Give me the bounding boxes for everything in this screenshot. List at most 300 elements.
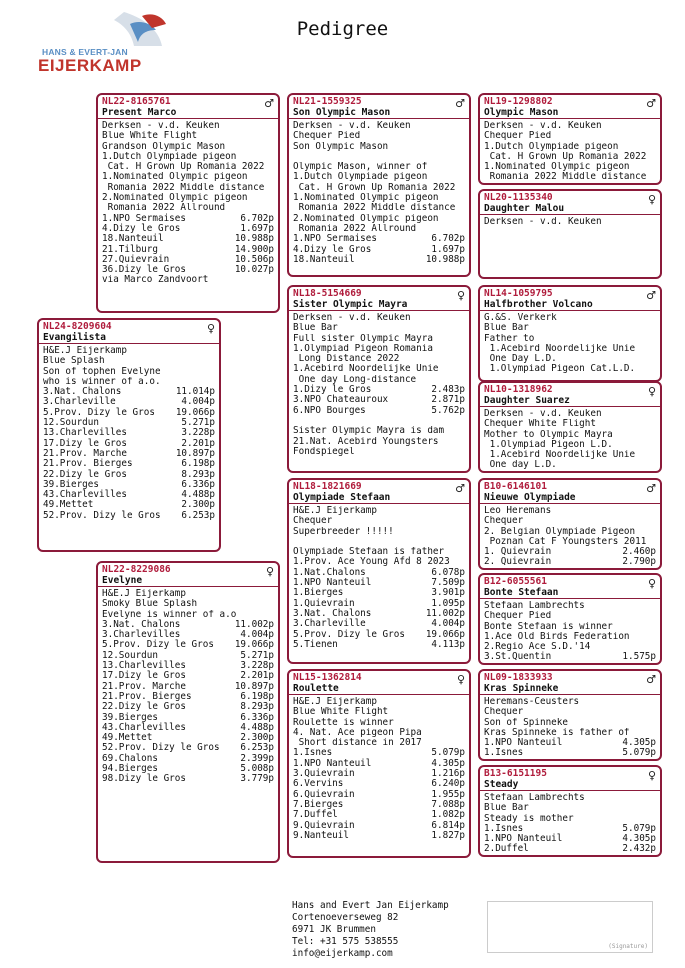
pigeon-card	[478, 381, 662, 473]
race-result: 3.Charlevilles	[102, 629, 181, 641]
pigeon-card	[478, 285, 662, 382]
info-line: Evelyne is winner of a.o	[102, 609, 237, 620]
result-points: 6.240p	[431, 778, 465, 790]
male-icon: ♂	[264, 97, 274, 110]
race-result: 12.Sourdun	[43, 417, 99, 429]
info-line: H&E.J Eijerkamp	[43, 346, 127, 356]
info-line: Poznan Cat F Youngsters 2011	[484, 536, 647, 547]
info-line: 2.Nominated Olympic pigeon	[102, 193, 248, 204]
info-line: Blue Bar	[293, 323, 338, 334]
result-points: 5.271p	[181, 417, 215, 429]
info-line: Blue White Flight	[293, 707, 389, 718]
info-line: Son of Spinneke	[484, 717, 568, 728]
info-line: 1.Ace Old Birds Federation	[484, 631, 630, 642]
info-line: 1.Olympiad Pigeon Romania	[293, 343, 433, 354]
info-line: 1.Dutch Olympiade pigeon	[484, 141, 619, 152]
ring-number: NL18-1821669	[293, 481, 362, 492]
race-result: 39.Bierges	[43, 478, 99, 490]
info-line: Cat. H Grown Up Romania 2022	[484, 151, 647, 162]
info-line: Blue Bar	[484, 323, 529, 334]
race-result: 3.Nat. Chalons	[43, 386, 122, 398]
pigeon-card	[37, 318, 221, 552]
info-line: Chequer Pied	[293, 131, 361, 142]
pigeon-card	[478, 573, 662, 665]
pigeon-logo-icon	[34, 10, 184, 50]
ring-number: NL10-1318962	[484, 384, 553, 395]
logo-line2: EIJERKAMP	[38, 56, 142, 75]
logo	[34, 10, 184, 80]
result-row	[484, 557, 656, 567]
info-line: 2.Regio Ace S.D.'14	[484, 642, 591, 653]
race-result: 18.Nanteuil	[293, 253, 355, 265]
race-result: 1.NPO Nanteuil	[293, 577, 372, 589]
result-points: 6.253p	[240, 742, 274, 754]
race-result: 1.NPO Sermaises	[102, 212, 186, 224]
card-header	[39, 320, 219, 344]
info-line: Derksen - v.d. Keuken	[484, 121, 602, 131]
result-points: 6.336p	[240, 711, 274, 723]
card-body	[289, 119, 469, 267]
result-row	[293, 406, 465, 416]
info-line: Olympic Mason, winner of	[293, 162, 428, 173]
race-result: 21.Prov. Bierges	[102, 690, 192, 702]
result-points: 6.198p	[240, 690, 274, 702]
race-result: 1.NPO Sermaises	[293, 233, 377, 245]
result-points: 2.460p	[622, 546, 656, 558]
info-line: Short distance in 2017	[293, 738, 422, 749]
pigeon-name: Halfbrother Volcano	[484, 299, 593, 310]
result-points: 7.509p	[431, 577, 465, 589]
result-points: 19.066p	[425, 628, 465, 640]
info-line: One day L.D.	[484, 460, 557, 471]
info-line: Son Olympic Mason	[293, 141, 389, 152]
result-points: 2.399p	[240, 752, 274, 764]
race-result: 3.Nat. Chalons	[102, 618, 181, 630]
result-points: 10.988p	[234, 233, 274, 245]
result-points: 1.575p	[622, 651, 656, 663]
info-line: Derksen - v.d. Keuken	[484, 409, 602, 419]
result-row	[484, 652, 656, 662]
pigeon-name: Present Marco	[102, 107, 177, 118]
race-result: 3.Nat. Chalons	[293, 607, 372, 619]
result-points: 1.082p	[431, 809, 465, 821]
info-line: Leo Heremans	[484, 506, 552, 516]
info-line: Smoky Blue Splash	[102, 599, 198, 610]
result-points: 4.488p	[181, 489, 215, 501]
race-result: 5.Prov. Dizy le Gros	[43, 406, 155, 418]
card-header	[480, 383, 660, 407]
race-result: 2. Quievrain	[484, 556, 552, 568]
info-line: Blue Splash	[43, 356, 105, 367]
result-points: 4.305p	[622, 737, 656, 749]
info-line: 1.Acebird Noordelijke Unie	[484, 450, 636, 461]
card-header	[289, 287, 469, 311]
race-result: 4.Dizy le Gros	[293, 243, 372, 255]
result-row	[293, 255, 465, 265]
info-line: Chequer	[484, 707, 524, 718]
race-result: 12.Sourdun	[102, 649, 158, 661]
info-line: 4. Nat. Ace pigeon Pipa	[293, 727, 422, 738]
info-line	[293, 416, 465, 426]
info-line: 1.Nominated Olympic pigeon	[102, 172, 248, 183]
info-line: Chequer Pied	[484, 611, 552, 622]
result-points: 8.293p	[240, 701, 274, 713]
info-line: 1.Olympiad Pigeon Cat.L.D.	[484, 364, 636, 375]
ring-number: NL24-8209604	[43, 321, 112, 332]
result-points: 1.216p	[431, 768, 465, 780]
card-body	[480, 504, 660, 570]
result-points: 4.004p	[181, 396, 215, 408]
info-line: G.&S. Verkerk	[484, 313, 557, 323]
result-points: 14.900p	[234, 243, 274, 255]
result-points: 1.955p	[431, 788, 465, 800]
ring-number: B12-6055561	[484, 576, 547, 587]
race-result: 1.Dizy le Gros	[293, 384, 372, 396]
info-line: Father to	[484, 333, 535, 344]
card-body	[480, 119, 660, 185]
result-points: 6.702p	[431, 233, 465, 245]
logo-line1: HANS & EVERT-JAN	[42, 47, 128, 57]
info-line	[293, 537, 465, 547]
card-header	[98, 95, 278, 119]
footer-line: Hans and Evert Jan Eijerkamp	[292, 900, 449, 911]
race-result: 1.Bierges	[293, 587, 344, 599]
info-line: Bonte Stefaan is winner	[484, 621, 613, 632]
info-line: 1.Dutch Olympiade pigeon	[102, 151, 237, 162]
pigeon-card	[478, 93, 662, 185]
race-result: 17.Dizy le Gros	[43, 437, 127, 449]
result-points: 10.506p	[234, 253, 274, 265]
ring-number: NL14-1059795	[484, 288, 553, 299]
result-points: 6.078p	[431, 566, 465, 578]
card-body	[480, 311, 660, 377]
race-result: 21.Tilburg	[102, 243, 158, 255]
race-result: 1.NPO Nanteuil	[484, 737, 563, 749]
signature-box	[487, 901, 653, 953]
male-icon: ♂	[455, 97, 465, 110]
race-result: 1.Isnes	[484, 822, 524, 834]
race-result: 3.St.Quentin	[484, 651, 552, 663]
result-points: 2.300p	[240, 732, 274, 744]
info-line: 2.Nominated Olympic pigeon	[293, 213, 439, 224]
result-points: 3.228p	[240, 660, 274, 672]
card-header	[289, 480, 469, 504]
result-points: 8.293p	[181, 468, 215, 480]
pigeon-name: Olympiade Stefaan	[293, 492, 391, 503]
race-result: 1.NPO Nanteuil	[484, 833, 563, 845]
race-result: 9.Nanteuil	[293, 829, 349, 841]
info-line: who is winner of a.o.	[43, 376, 161, 387]
info-line: Romania 2022 Middle distance	[293, 203, 456, 214]
race-result: 1. Quievrain	[484, 546, 552, 558]
pigeon-name: Kras Spinneke	[484, 683, 559, 694]
info-line: Derksen - v.d. Keuken	[293, 121, 411, 131]
result-row	[293, 640, 465, 650]
info-line: 2. Belgian Olympiade Pigeon	[484, 526, 636, 537]
info-line: Romania 2022 Middle distance	[484, 172, 647, 183]
race-result: 39.Bierges	[102, 711, 158, 723]
female-icon: ♀	[456, 673, 465, 686]
pigeon-card	[478, 189, 662, 279]
result-points: 3.228p	[181, 427, 215, 439]
result-points: 4.113p	[431, 638, 465, 650]
result-points: 4.004p	[240, 629, 274, 641]
result-points: 11.002p	[425, 607, 465, 619]
male-icon: ♂	[646, 97, 656, 110]
result-points: 6.253p	[181, 509, 215, 521]
pigeon-card	[96, 93, 280, 313]
result-points: 5.079p	[622, 822, 656, 834]
result-points: 7.088p	[431, 798, 465, 810]
race-result: 94.Bierges	[102, 763, 158, 775]
result-points: 5.079p	[622, 747, 656, 759]
result-row	[102, 265, 274, 275]
race-result: 1.Isnes	[293, 747, 333, 759]
card-header	[289, 671, 469, 695]
card-header	[289, 95, 469, 119]
info-line: Fondspiegel	[293, 446, 355, 457]
pigeon-name: Evangilista	[43, 332, 106, 343]
info-line: Chequer	[484, 516, 524, 527]
ring-number: NL19-1298802	[484, 96, 553, 107]
result-points: 19.066p	[234, 639, 274, 651]
card-body	[289, 504, 469, 652]
page-title: Pedigree	[296, 18, 389, 40]
result-points: 5.762p	[431, 404, 465, 416]
race-result: 3.NPO Chateauroux	[293, 394, 389, 406]
info-line: Chequer Pied	[484, 131, 552, 142]
result-points: 4.488p	[240, 721, 274, 733]
info-line: 1.Nominated Olympic pigeon	[484, 162, 630, 173]
result-points: 10.988p	[425, 253, 465, 265]
result-points: 19.066p	[175, 406, 215, 418]
pigeon-card	[96, 561, 280, 863]
pigeon-card	[287, 478, 471, 664]
info-line: One day Long-distance	[293, 374, 417, 385]
info-line	[293, 152, 465, 162]
result-points: 2.201p	[181, 437, 215, 449]
race-result: 6.NPO Bourges	[293, 404, 366, 416]
result-points: 2.790p	[622, 556, 656, 568]
race-result: 21.Prov. Marche	[102, 680, 186, 692]
race-result: 5.Prov. Dizy le Gros	[293, 628, 405, 640]
info-line: Steady is mother	[484, 813, 574, 824]
race-result: 22.Dizy le Gros	[102, 701, 186, 713]
pigeon-name: Nieuwe Olympiade	[484, 492, 576, 503]
race-result: 49.Mettet	[43, 499, 94, 511]
info-line: 1.Olympiad Pigeon L.D.	[484, 439, 613, 450]
info-line: Full sister Olympic Mayra	[293, 333, 433, 344]
info-line: Romania 2022 Allround	[293, 223, 417, 234]
info-line: Chequer White Flight	[484, 419, 596, 430]
result-points: 1.095p	[431, 597, 465, 609]
info-line: Cat. H Grown Up Romania 2022	[293, 182, 456, 193]
result-points: 1.827p	[431, 829, 465, 841]
result-points: 10.027p	[234, 264, 274, 276]
card-header	[480, 767, 660, 791]
pigeon-name: Evelyne	[102, 575, 143, 586]
info-line: H&E.J Eijerkamp	[102, 589, 186, 599]
result-points: 1.697p	[240, 222, 274, 234]
info-line: One Day L.D.	[484, 354, 557, 365]
footer-email[interactable]: info@eijerkamp.com	[292, 948, 393, 959]
female-icon: ♀	[647, 193, 656, 206]
result-points: 1.697p	[431, 243, 465, 255]
footer-line: 6971 JK Brummen	[292, 924, 376, 935]
card-header	[480, 480, 660, 504]
female-icon: ♀	[647, 769, 656, 782]
card-header	[480, 95, 660, 119]
card-body	[289, 311, 469, 459]
race-result: 3.Quievrain	[293, 768, 355, 780]
info-line: Romania 2022 Allround	[102, 203, 226, 214]
race-result: 6.Vervins	[293, 778, 344, 790]
result-points: 4.004p	[431, 618, 465, 630]
info-line: Romania 2022 Middle distance	[102, 182, 265, 193]
race-result: 52.Prov. Dizy le Gros	[102, 742, 220, 754]
pigeon-name: Son Olympic Mason	[293, 107, 391, 118]
result-points: 5.008p	[240, 763, 274, 775]
info-line: Heremans-Ceusters	[484, 697, 580, 707]
info-line: Superbreeder !!!!!	[293, 526, 394, 537]
result-row	[43, 511, 215, 521]
card-body	[480, 215, 660, 229]
ring-number: NL21-1559325	[293, 96, 362, 107]
info-line: H&E.J Eijerkamp	[293, 506, 377, 516]
info-line: Mother to Olympic Mayra	[484, 429, 613, 440]
info-line: Derksen - v.d. Keuken	[484, 217, 602, 227]
breeder-address	[292, 900, 449, 960]
card-header	[480, 575, 660, 599]
result-points: 6.198p	[181, 458, 215, 470]
info-line: 1.Dutch Olympiade pigeon	[293, 172, 428, 183]
result-points: 4.305p	[622, 833, 656, 845]
info-line: 1.Acebird Noordelijke Unie	[484, 343, 636, 354]
race-result: 1.Quievrain	[293, 597, 355, 609]
race-result: 6.Quievrain	[293, 788, 355, 800]
card-body	[98, 587, 278, 787]
footer-line: Tel: +31 575 538555	[292, 936, 399, 947]
card-header	[480, 191, 660, 215]
race-result: 1.Isnes	[484, 747, 524, 759]
race-result: 7.Bierges	[293, 798, 344, 810]
signature-label: (Signature)	[608, 943, 648, 950]
pigeon-card	[478, 669, 662, 761]
race-result: 2.Duffel	[484, 843, 529, 855]
info-line: via Marco Zandvoort	[102, 275, 209, 286]
result-row	[102, 774, 274, 784]
info-line: Blue White Flight	[102, 131, 198, 142]
card-header	[480, 287, 660, 311]
race-result: 5.Tienen	[293, 638, 338, 650]
female-icon: ♀	[206, 322, 215, 335]
race-result: 3.Charleville	[43, 396, 116, 408]
info-line: Derksen - v.d. Keuken	[102, 121, 220, 131]
result-row	[484, 844, 656, 854]
pigeon-name: Sister Olympic Mayra	[293, 299, 408, 310]
ring-number: NL20-1135340	[484, 192, 553, 203]
result-points: 2.432p	[622, 843, 656, 855]
race-result: 1.Prov. Ace Young Afd 8 2023	[293, 556, 450, 568]
race-result: 27.Quievrain	[102, 253, 170, 265]
race-result: 69.Chalons	[102, 752, 158, 764]
pigeon-name: Steady	[484, 779, 519, 790]
result-points: 3.901p	[431, 587, 465, 599]
ring-number: NL15-1362814	[293, 672, 362, 683]
info-line: Son of tophen Evelyne	[43, 366, 161, 377]
card-body	[480, 407, 660, 473]
race-result: 17.Dizy le Gros	[102, 670, 186, 682]
info-line: Derksen - v.d. Keuken	[293, 313, 411, 323]
result-points: 3.779p	[240, 773, 274, 785]
pigeon-name: Roulette	[293, 683, 339, 694]
info-line: H&E.J Eijerkamp	[293, 697, 377, 707]
info-line: Blue Bar	[484, 803, 529, 814]
female-icon: ♀	[647, 577, 656, 590]
card-body	[480, 599, 660, 665]
male-icon: ♂	[646, 673, 656, 686]
result-points: 6.336p	[181, 478, 215, 490]
info-line: Cat. H Grown Up Romania 2022	[102, 162, 265, 173]
result-points: 5.271p	[240, 649, 274, 661]
info-line: Grandson Olympic Mason	[102, 141, 226, 152]
female-icon: ♀	[456, 289, 465, 302]
result-points: 2.300p	[181, 499, 215, 511]
race-result: 7.Duffel	[293, 809, 338, 821]
pigeon-card	[287, 669, 471, 858]
card-header	[98, 563, 278, 587]
footer-line: Cortenoeverseweg 82	[292, 912, 399, 923]
result-points: 10.897p	[175, 447, 215, 459]
male-icon: ♂	[646, 482, 656, 495]
race-result: 13.Charlevilles	[43, 427, 127, 439]
pigeon-name: Daughter Malou	[484, 203, 565, 214]
info-line: Long Distance 2022	[293, 354, 400, 365]
result-points: 11.014p	[175, 386, 215, 398]
female-icon: ♀	[265, 565, 274, 578]
result-points: 6.702p	[240, 212, 274, 224]
male-icon: ♂	[646, 289, 656, 302]
race-result: 5.Prov. Dizy le Gros	[102, 639, 214, 651]
info-line: 21.Nat. Acebird Youngsters	[293, 436, 439, 447]
card-body	[289, 695, 469, 843]
pigeon-card	[287, 93, 471, 277]
card-body	[39, 344, 219, 523]
pigeon-card	[287, 285, 471, 473]
race-result: 4.Dizy le Gros	[102, 222, 181, 234]
male-icon: ♂	[455, 482, 465, 495]
info-line: 1.Acebird Noordelijke Unie	[293, 364, 439, 375]
result-points: 4.305p	[431, 757, 465, 769]
pigeon-name: Bonte Stefaan	[484, 587, 559, 598]
pigeon-card	[478, 765, 662, 857]
race-result: 3.Charleville	[293, 618, 366, 630]
pigeon-name: Daughter Suarez	[484, 395, 570, 406]
race-result: 43.Charlevilles	[102, 721, 186, 733]
race-result: 21.Prov. Marche	[43, 447, 127, 459]
race-result: 52.Prov. Dizy le Gros	[43, 509, 161, 521]
result-points: 2.871p	[431, 394, 465, 406]
info-line: Stefaan Lambrechts	[484, 793, 585, 803]
card-body	[98, 119, 278, 288]
result-points: 5.079p	[431, 747, 465, 759]
race-result: 9.Quievrain	[293, 819, 355, 831]
race-result: 21.Prov. Bierges	[43, 458, 133, 470]
info-line: 1.Nominated Olympic pigeon	[293, 193, 439, 204]
ring-number: NL22-8165761	[102, 96, 171, 107]
info-line: Roulette is winner	[293, 717, 394, 728]
race-result: 22.Dizy le Gros	[43, 468, 127, 480]
